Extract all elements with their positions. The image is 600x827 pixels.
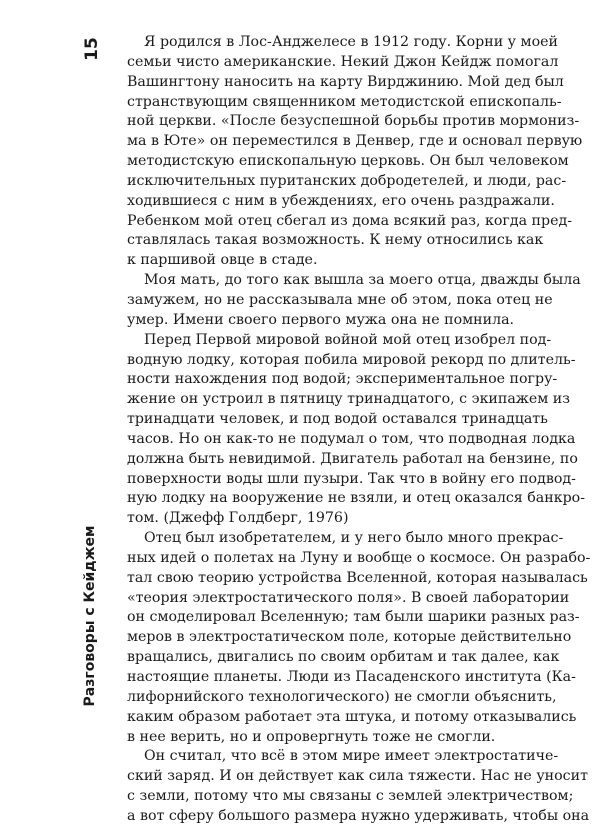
text-line: к паршивой овце в стаде. <box>127 252 318 269</box>
text-line: ставлялась такая возможность. К нему относились как <box>127 232 544 249</box>
text-line: ных идей о полетах на Луну и вообще о космосе. Он разрабо- <box>127 549 591 566</box>
running-title: Разговоры с Кейджем <box>82 525 98 707</box>
text-line: тринадцати человек, и под водой оставался тринадцать <box>127 411 548 428</box>
text-line: умер. Имени своего первого мужа она не помнила. <box>127 311 515 328</box>
text-line: Моя мать, до того как вышла за моего отца, дважды была <box>144 272 581 289</box>
text-line: том. (Джефф Голдберг, 1976) <box>127 510 349 527</box>
body-text <box>127 33 591 827</box>
text-line: Я родился в Лос-Анджелесе в 1912 году. Корни у моей <box>144 34 558 50</box>
page-number: 15 <box>82 37 102 61</box>
text-line: а вот сферу большого размера нужно удерживать, чтобы она <box>127 807 590 824</box>
text-line: исключительных пуританских добродетелей, и люди, рас- <box>127 172 567 189</box>
text-line: жение он устроил в пятницу тринадцатого, с экипажем из <box>127 391 570 408</box>
text-line: меров в электростатическом поле, которые действительно <box>127 629 572 646</box>
text-line: замужем, но не рассказывала мне об этом, пока отец не <box>127 291 553 308</box>
text-line: часов. Но он как-то не подумал о том, что подводная лодка <box>127 430 576 447</box>
text-line: Он считал, что всё в этом мире имеет электростатиче- <box>144 748 559 765</box>
text-line: должна быть невидимой. Двигатель работал на бензине, по <box>127 450 578 467</box>
text-line: поверхности воды шли пузыри. Так что в войну его подвод- <box>127 470 576 487</box>
text-line: ности нахождения под водой; экспериментальное погру- <box>127 371 558 388</box>
text-line: с земли, потому что мы связаны с землей электричеством; <box>127 788 574 805</box>
text-line: каким образом работает эта штука, и потому отказывались <box>127 708 577 725</box>
text-line: семьи чисто американские. Некий Джон Кейдж помогал <box>127 53 559 70</box>
text-line: ходившиеся с ним в убеждениях, его очень раздражали. <box>127 192 555 209</box>
text-line: «теория электростатического поля». В своей лаборатории <box>127 589 570 606</box>
text-line: странствующим священником методистской епископаль- <box>127 93 562 110</box>
text-line: ма в Юте» он переместился в Денвер, где и основал первую <box>127 133 583 150</box>
text-line: Вашингтону наносить на карту Вирджинию. Мой дед был <box>127 73 564 90</box>
text-line: Перед Первой мировой войной мой отец изобрел под- <box>144 331 552 348</box>
text-line: лифорнийского технологического) не смогли объяснить, <box>127 688 557 705</box>
text-line: он смоделировал Вселенную; там были шарики разных раз- <box>127 609 580 626</box>
text-line: вращались, двигались по своим орбитам и так далее, как <box>127 649 560 666</box>
text-line: методистскую епископальную церковь. Он был человеком <box>127 153 569 170</box>
text-line: настоящие планеты. Люди из Пасаденского института (Ка- <box>127 669 576 685</box>
text-line: Отец был изобретателем, и у него было много прекрас- <box>144 530 564 547</box>
text-line: Ребенком мой отец сбегал из дома всякий раз, когда пред- <box>127 212 573 229</box>
text-line: в нее верить, но и опровергнуть тоже не смогли. <box>127 728 496 745</box>
page-margin-rail <box>70 0 112 750</box>
text-line: тал свою теорию устройства Вселенной, которая называлась <box>127 569 588 586</box>
text-line: ной церкви. «После безуспешной борьбы против мормониз- <box>127 113 580 130</box>
text-line: водную лодку, которая побила мировой рекорд по длитель- <box>127 351 576 368</box>
text-line: ную лодку на вооружение не взяли, и отец оказался банкро- <box>127 490 586 507</box>
text-line: ский заряд. И он действует как сила тяжести. Нас не уносит <box>127 768 588 785</box>
